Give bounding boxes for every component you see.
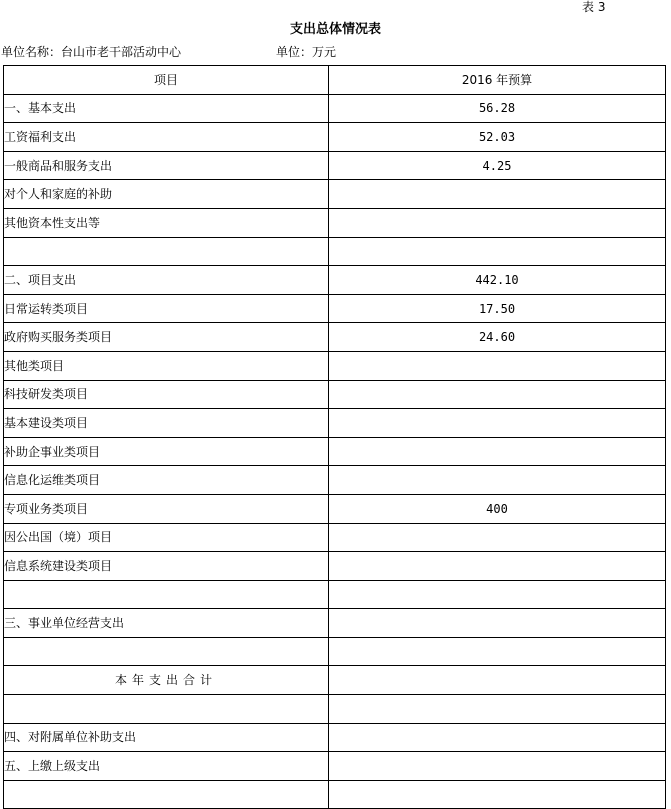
row-institution-operation — [4, 609, 666, 638]
row-info-system-construction — [4, 552, 666, 581]
row-daily-operation — [4, 294, 666, 323]
row-it-operation — [4, 466, 666, 495]
row-label: 一般商品和服务支出 — [4, 151, 329, 180]
row-value: 4.25 — [329, 151, 666, 180]
table-number: 表 3 — [582, 0, 606, 14]
row-value — [329, 523, 666, 552]
row-label: 其他资本性支出等 — [4, 208, 329, 237]
row-label: 政府购买服务类项目 — [4, 323, 329, 352]
row-value — [329, 752, 666, 781]
row-label: 三、事业单位经营支出 — [4, 609, 329, 638]
row-label — [4, 580, 329, 609]
row-value — [329, 666, 666, 695]
row-project-expenditure — [4, 266, 666, 295]
unit-name-label: 单位名称：台山市老干部活动中心 — [1, 45, 182, 59]
row-value — [329, 409, 666, 438]
row-label: 本年支出合计 — [4, 666, 329, 695]
table-row — [4, 637, 666, 666]
row-label — [4, 637, 329, 666]
row-remit-to-superior — [4, 752, 666, 781]
header-budget-2016: 2016 年预算 — [329, 66, 666, 95]
row-label: 其他类项目 — [4, 351, 329, 380]
row-label: 补助企事业类项目 — [4, 437, 329, 466]
row-value: 17.50 — [329, 294, 666, 323]
row-label: 日常运转类项目 — [4, 294, 329, 323]
row-value — [329, 695, 666, 724]
row-value — [329, 780, 666, 809]
row-value — [329, 637, 666, 666]
row-individual-family-subsidy — [4, 180, 666, 209]
row-label: 对个人和家庭的补助 — [4, 180, 329, 209]
row-value: 52.03 — [329, 123, 666, 152]
table-header-row — [4, 66, 666, 95]
row-label — [4, 695, 329, 724]
row-label: 因公出国（境）项目 — [4, 523, 329, 552]
row-label: 信息系统建设类项目 — [4, 552, 329, 581]
row-value — [329, 380, 666, 409]
table-row — [4, 580, 666, 609]
row-affiliated-subsidy — [4, 723, 666, 752]
row-other-projects — [4, 351, 666, 380]
row-value — [329, 180, 666, 209]
row-value — [329, 552, 666, 581]
row-salary-welfare — [4, 123, 666, 152]
row-value — [329, 437, 666, 466]
row-label: 一、基本支出 — [4, 94, 329, 123]
row-other-capital — [4, 208, 666, 237]
row-label — [4, 237, 329, 266]
row-value — [329, 208, 666, 237]
row-label: 五、上缴上级支出 — [4, 752, 329, 781]
header-item: 项目 — [4, 66, 329, 95]
row-label: 专项业务类项目 — [4, 494, 329, 523]
row-label: 二、项目支出 — [4, 266, 329, 295]
row-label: 工资福利支出 — [4, 123, 329, 152]
row-label: 四、对附属单位补助支出 — [4, 723, 329, 752]
row-basic-expenditure — [4, 94, 666, 123]
table-row — [4, 780, 666, 809]
row-value — [329, 723, 666, 752]
row-year-total — [4, 666, 666, 695]
row-label: 科技研发类项目 — [4, 380, 329, 409]
row-label — [4, 780, 329, 809]
currency-unit-label: 单位：万元 — [276, 45, 337, 59]
row-value: 56.28 — [329, 94, 666, 123]
row-gov-purchase-services — [4, 323, 666, 352]
row-value: 400 — [329, 494, 666, 523]
page-title: 支出总体情况表 — [289, 22, 381, 37]
row-value: 442.10 — [329, 266, 666, 295]
row-value — [329, 351, 666, 380]
row-enterprise-subsidy — [4, 437, 666, 466]
row-value — [329, 609, 666, 638]
row-infrastructure — [4, 409, 666, 438]
row-value — [329, 237, 666, 266]
expenditure-table — [3, 65, 666, 809]
row-label: 信息化运维类项目 — [4, 466, 329, 495]
row-value — [329, 580, 666, 609]
table-row — [4, 237, 666, 266]
row-value: 24.60 — [329, 323, 666, 352]
row-research — [4, 380, 666, 409]
row-goods-services — [4, 151, 666, 180]
table-row — [4, 695, 666, 724]
row-label: 基本建设类项目 — [4, 409, 329, 438]
row-official-travel-abroad — [4, 523, 666, 552]
row-special-business — [4, 494, 666, 523]
row-value — [329, 466, 666, 495]
